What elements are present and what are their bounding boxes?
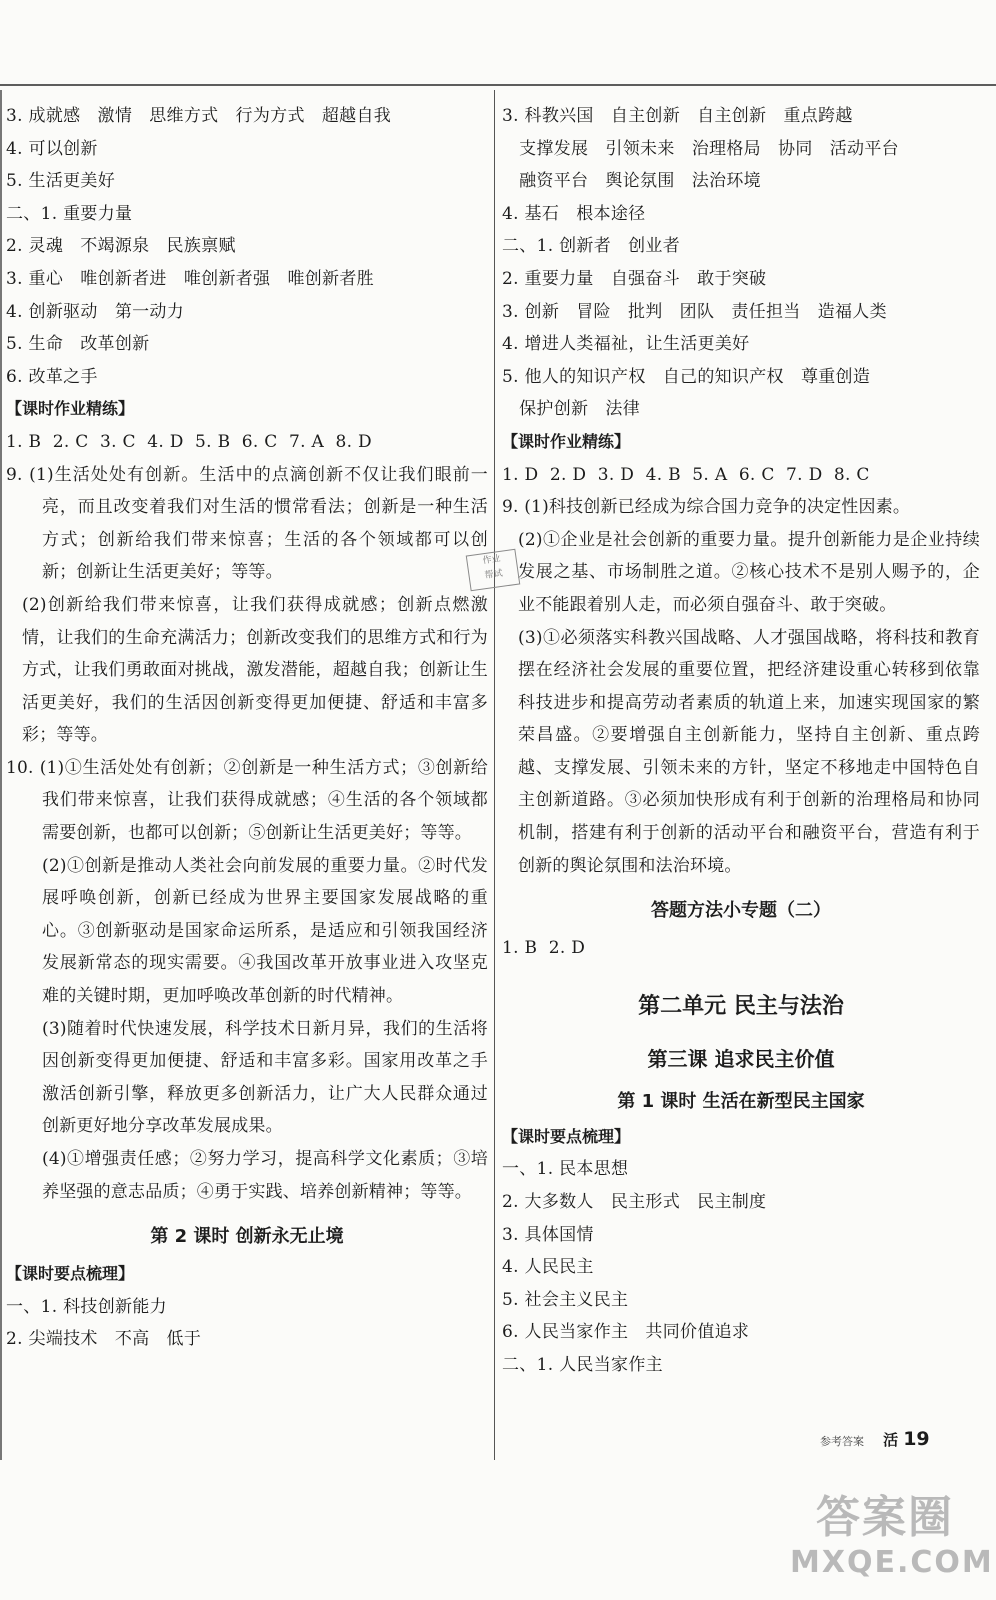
answer-line: 2. 重要力量 自强奋斗 敢于突破 (502, 268, 767, 289)
q9-part1: 9. (1)科技创新已经成为综合国力竞争的决定性因素。 (502, 497, 911, 518)
mc-answers: 1. D 2. D 3. D 4. B 5. A 6. C 7. D 8. C (502, 464, 870, 485)
answer-line: 5. 生活更美好 (6, 171, 116, 192)
answer-line: 5. 社会主义民主 (502, 1289, 629, 1310)
topic-title: 答题方法小专题（二） (651, 900, 831, 922)
answer-line: 一、1. 科技创新能力 (6, 1296, 167, 1317)
answer-line: 6. 改革之手 (6, 366, 98, 387)
answer-line: 二、1. 创新者 创业者 (502, 236, 681, 257)
q10-part3: (3)随着时代快速发展，科学技术日新月异，我们的生活将因创新变得更加便捷、舒适和丰富多彩。国家用改革之手激活创新引擎，释放更多创新活力，让广大人民群众通过创新更好地分享改革发展成果。 (42, 1018, 488, 1137)
answer-line: 4. 创新驱动 第一动力 (6, 301, 185, 322)
q10-part4: (4)①增强责任感；②努力学习，提高科学文化素质；③培养坚强的意志品质；④勇于实践、培养创新精神；等等。 (42, 1149, 488, 1202)
answer-line: 4. 基石 根本途径 (502, 203, 646, 224)
left-column (6, 100, 488, 1356)
left-margin-bar (0, 90, 2, 1460)
answer-line: 2. 尖端技术 不高 低于 (6, 1329, 202, 1350)
answer-line: 4. 人民民主 (502, 1257, 594, 1278)
practice-label: 【课时作业精练】 (6, 399, 135, 419)
footer-label: 参考答案 (820, 1435, 864, 1448)
answer-line: 二、1. 人民当家作主 (502, 1355, 663, 1375)
unit-title: 第二单元 民主与法治 (638, 993, 844, 1019)
column-divider (494, 90, 495, 1460)
answer-line: 3. 科教兴国 自主创新 自主创新 重点跨越 (502, 106, 853, 126)
answer-line: 3. 重心 唯创新者进 唯创新者强 唯创新者胜 (6, 268, 374, 289)
footer-prefix: 活 (883, 1431, 899, 1449)
page-footer (820, 1428, 930, 1450)
watermark-domain: MXQE.COM (790, 1545, 994, 1580)
practice-label: 【课时作业精练】 (502, 431, 631, 451)
page-number: 19 (903, 1428, 930, 1450)
top-rule (0, 84, 996, 86)
class-title: 第 1 课时 生活在新型民主国家 (617, 1090, 865, 1112)
answer-line: 3. 具体国情 (502, 1224, 594, 1245)
answer-line: 5. 他人的知识产权 自己的知识产权 尊重创造 (502, 366, 871, 387)
homework-stamp: 作业 帮试 (466, 549, 521, 592)
topic-answers: 1. B 2. D (502, 938, 586, 959)
q9-part1: 9. (1)生活处处有创新。生活中的点滴创新不仅让我们眼前一亮，而且改变着我们对生活的惯常看法；创新是一种生活方式；创新给我们带来惊喜；生活的各个领域都可以创新；创新让生活更美好；等等。 (6, 464, 488, 583)
answer-line: 支撑发展 引领未来 治理格局 协同 活动平台 (502, 138, 899, 159)
answer-line: 4. 增进人类福祉，让生活更美好 (502, 334, 750, 355)
answer-line: 融资平台 舆论氛围 法治环境 (502, 171, 761, 192)
right-column (502, 100, 980, 1382)
answer-line: 4. 可以创新 (6, 138, 98, 159)
lesson-title: 第 2 课时 创新永无止境 (150, 1226, 344, 1248)
q9-part3: (3)①必须落实科教兴国战略、人才强国战略，将科技和教育摆在经济社会发展的重要位置，把经济建设重心转移到依靠科技进步和提高劳动者素质的轨道上来，加速实现国家的繁荣昌盛。②要增强自主创新能力，坚持自主创新、重点跨越、支撑发展、引领未来的方针，坚定不移地走中国特色自主创新道路。③必须加快形成有利于创新的治理格局和协同机制，搭建有利于创新的活动平台和融资平台，营造有利于创新的舆论氛围和法治环境。 (518, 627, 980, 876)
answer-line: 二、1. 重要力量 (6, 203, 133, 224)
q9-part2: (2)①企业是社会创新的重要力量。提升创新能力是企业持续发展之基、市场制胜之道。②核心技术不是别人赐予的，企业不能跟着别人走，而必须自强奋斗、敢于突破。 (518, 529, 980, 615)
q10-part2: (2)①创新是推动人类社会向前发展的重要力量。②时代发展呼唤创新，创新已经成为世界主要国家发展战略的重心。③创新驱动是国家命运所系，是适应和引领我国经济发展新常态的现实需要。④我国改革开放事业进入攻坚克难的关键时期，更加呼唤改革创新的时代精神。 (42, 855, 488, 1007)
answer-line: 6. 人民当家作主 共同价值追求 (502, 1322, 750, 1343)
answer-line: 2. 灵魂 不竭源泉 民族禀赋 (6, 236, 236, 257)
answer-line: 保护创新 法律 (502, 399, 641, 420)
points-label: 【课时要点梳理】 (502, 1126, 631, 1146)
q10-part1: 10. (1)①生活处处有创新；②创新是一种生活方式；③创新给我们带来惊喜，让我们获得成就感；④生活的各个领域都需要创新，也都可以创新；⑤创新让生活更美好；等等。 (6, 757, 488, 844)
mc-answers: 1. B 2. C 3. C 4. D 5. B 6. C 7. A 8. D (6, 431, 372, 452)
answer-line: 3. 创新 冒险 批判 团队 责任担当 造福人类 (502, 301, 887, 322)
answer-line: 3. 成就感 激情 思维方式 行为方式 超越自我 (6, 106, 392, 126)
watermark-logo (790, 1490, 994, 1600)
watermark-glyphs: 答案圈 (816, 1492, 954, 1543)
points-label: 【课时要点梳理】 (6, 1264, 135, 1284)
answer-line: 5. 生命 改革创新 (6, 334, 150, 355)
answer-line: 一、1. 民本思想 (502, 1159, 629, 1180)
lesson-title: 第三课 追求民主价值 (647, 1046, 835, 1071)
q9-part2: (2)创新给我们带来惊喜，让我们获得成就感；创新点燃激情，让我们的生命充满活力；创新改变我们的思维方式和行为方式，让我们勇敢面对挑战，激发潜能，超越自我；创新让生活更美好，我们的生活因创新变得更加便捷、舒适和丰富多彩；等等。 (22, 594, 488, 746)
answer-line: 2. 大多数人 民主形式 民主制度 (502, 1192, 767, 1213)
